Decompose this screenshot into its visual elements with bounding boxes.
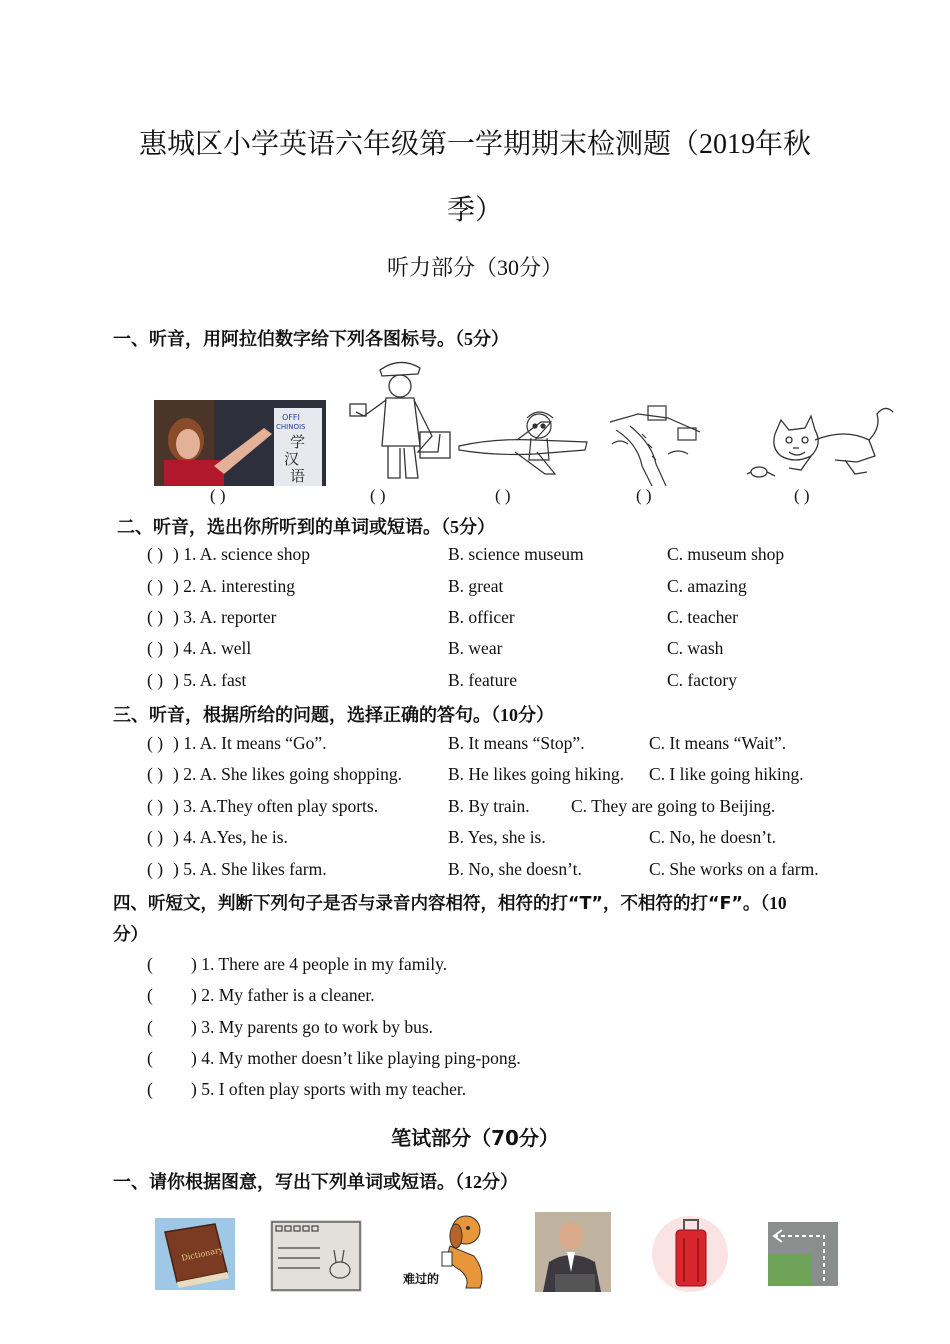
postman-image — [348, 356, 458, 486]
answer-paren[interactable]: ( — [147, 954, 153, 974]
sign-text-offi: OFFI — [282, 413, 300, 422]
cat-chasing-mouse-image — [745, 400, 895, 488]
suitcase-image — [648, 1212, 732, 1292]
answer-paren[interactable]: ( ) — [147, 827, 164, 847]
sad-label: 难过的 — [403, 1272, 440, 1286]
page-title-cont: 季） — [446, 195, 503, 226]
option-b: B. No, she doesn’t. — [448, 859, 582, 879]
option-b: B. By train. — [448, 796, 530, 816]
option-c: C. wash — [667, 638, 724, 658]
postcard-image — [270, 1220, 362, 1292]
option-b: B. feature — [448, 670, 517, 690]
answer-paren[interactable]: ( — [147, 1017, 153, 1037]
book-label: Dictionary — [180, 1245, 224, 1263]
option-b: B. great — [448, 576, 504, 596]
businessman-image — [535, 1212, 611, 1292]
option-b: B. science museum — [448, 544, 584, 564]
answer-paren[interactable]: ( ) — [147, 670, 164, 690]
option-c: C. She works on a farm. — [649, 859, 819, 879]
section4-heading: 四、听短文，判断下列句子是否与录音内容相符，相符的打“T”，不相符的打“F”。（10 — [113, 893, 787, 914]
great-wall-image — [608, 404, 708, 486]
option-c: C. teacher — [667, 607, 738, 627]
sign-char-3: 语 — [290, 467, 306, 485]
option-c: C. museum shop — [667, 544, 785, 564]
section1-heading: 一、听音，用阿拉伯数字给下列各图标号。（5分） — [113, 329, 509, 350]
sign-char-2: 汉 — [284, 450, 300, 468]
option-b: B. officer — [448, 607, 515, 627]
answer-blank-5[interactable]: ( ) — [794, 486, 810, 505]
page-title: 惠城区小学英语六年级第一学期期末检测题（2019年秋 — [138, 129, 811, 160]
answer-paren[interactable]: ( ) — [147, 607, 164, 627]
sad-dog-image — [440, 1212, 496, 1292]
answer-paren[interactable]: ( ) — [147, 544, 164, 564]
option-b: B. Yes, she is. — [448, 827, 546, 847]
option-c: C. It means “Wait”. — [649, 733, 787, 753]
option-b: B. wear — [448, 638, 503, 658]
section4-heading-cont: 分） — [113, 925, 148, 945]
answer-paren[interactable]: ( ) — [147, 859, 164, 879]
option-b: B. He likes going hiking. — [448, 764, 624, 784]
sign-char-1: 学 — [290, 433, 306, 451]
option-c: C. factory — [667, 670, 737, 690]
answer-paren[interactable]: ( — [147, 1048, 153, 1068]
section2-heading: 二、听音，选出你所听到的单词或短语。（5分） — [117, 517, 495, 538]
section3-heading: 三、听音，根据所给的问题，选择正确的答句。（10分） — [113, 705, 554, 726]
sign-text-chinois: CHINOIS — [276, 423, 306, 431]
woman-with-sign-image — [154, 400, 326, 486]
answer-paren[interactable]: ( ) — [147, 764, 164, 784]
answer-paren[interactable]: ( ) — [147, 576, 164, 596]
answer-blank-3[interactable]: ( ) — [495, 486, 511, 505]
answer-paren[interactable]: ( — [147, 1079, 153, 1099]
road-turn-image — [768, 1222, 838, 1286]
written1-heading: 一、请你根据图意，写出下列单词或短语。（12分） — [113, 1172, 518, 1193]
option-c: C. No, he doesn’t. — [649, 827, 777, 847]
option-b: B. It means “Stop”. — [448, 733, 585, 753]
answer-blank-2[interactable]: ( ) — [370, 486, 386, 505]
listening-heading: 听力部分（30分） — [386, 255, 563, 280]
answer-paren[interactable]: ( ) — [147, 796, 164, 816]
answer-blank-1[interactable]: ( ) — [210, 486, 226, 505]
option-c: C. They are going to Beijing. — [571, 796, 776, 816]
answer-paren[interactable]: ( ) — [147, 638, 164, 658]
dictionary-image — [155, 1218, 235, 1290]
option-c: C. I like going hiking. — [649, 764, 804, 784]
girl-on-plane-image — [455, 404, 593, 486]
answer-paren[interactable]: ( — [147, 985, 153, 1005]
answer-blank-4[interactable]: ( ) — [636, 486, 652, 505]
option-c: C. amazing — [667, 576, 747, 596]
written-heading: 笔试部分（70分） — [391, 1126, 559, 1150]
answer-paren[interactable]: ( ) — [147, 733, 164, 753]
